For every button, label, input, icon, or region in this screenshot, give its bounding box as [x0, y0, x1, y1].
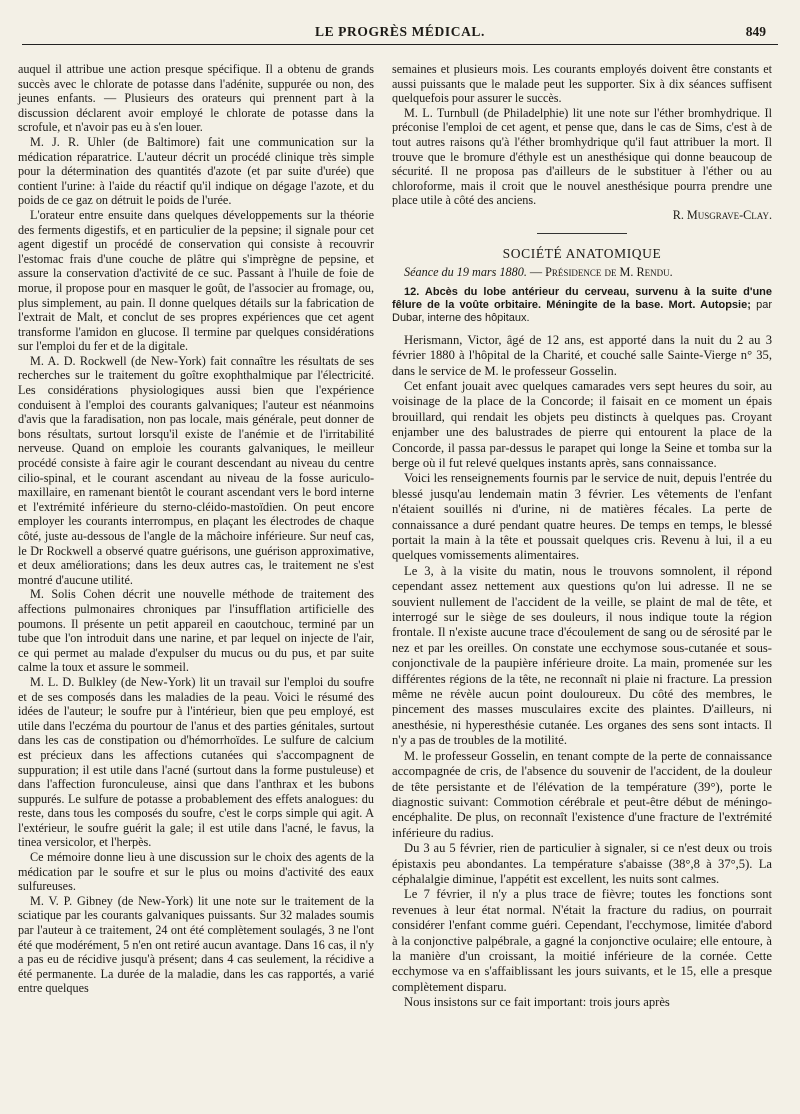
paragraph: Du 3 au 5 février, rien de particulier à signaler, si ce n'est deux ou trois épistaxis peu abondantes. La température s'abaisse (38°,8 à 37°,5). La céphalalgie diminue, l'appétit est excellent, les nuits sont calmes.: [392, 841, 772, 886]
paragraph: semaines et plusieurs mois. Les courants employés doivent être constants et aussi puissants que le malade peut les supporter. Six à dix séances suffisent quelquefois pour assurer le succès.: [392, 62, 772, 106]
paragraph: Ce mémoire donne lieu à une discussion sur le choix des agents de la médication par le soufre et sur le plus ou moins d'activité des eaux sulfureuses.: [18, 850, 374, 894]
running-title: LE PROGRÈS MÉDICAL.: [314, 24, 486, 39]
paragraph: M. A. D. Rockwell (de New-York) fait connaître les résultats de ses recherches sur le traitement du goître exophthalmique par l'électricité. Les considérations physiologiques aussi bien que l'expérience conduisent à l'emploi des courants galvaniques; l'auteur est néanmoins d'avis que la faradisation, non pas locale, mais générale, peut donner de bons résultats, surtout lorsqu'il existe de l'anémie et de l'irritabilité nerveuse. Quand on emploie les courants galvaniques, le meilleur procédé consiste à faire agir le courant descendant au niveau du centre cilio-spinal, et le courant ascendant au niveau de la fosse auriculo-maxillaire, en ramenant bientôt le courant ascendant vers le bord interne et l'extrémité inférieure du sterno-cléido-mastoïdien. On peut encore employer les courants interrompus, en plaçant les électrodes de chaque côté, juste au-dessous de l'angle de la mâchoire inférieure. Sur neuf cas, le Dr Rockwell a observé quatre guérisons, une guérison approximative, et deux améliorations; dans les deux autres cas, le traitement ne s'est montré d'aucune utilité.: [18, 353, 374, 587]
seance-line: [392, 265, 772, 280]
seance-presidence: — Présidence de M. Rendu.: [529, 265, 673, 280]
paragraph: Herismann, Victor, âgé de 12 ans, est apporté dans la nuit du 2 au 3 février 1880 à l'hôpital de la Charité, et couché salle Sainte-Vierge n° 35, dans le service de M. le professeur Gosselin.: [392, 332, 772, 378]
paragraph: M. V. P. Gibney (de New-York) lit une note sur le traitement de la sciatique par les courants galvaniques puissants. Sur 32 malades soumis par l'auteur à ce traitement, 24 ont été complètement soulagés, 3 ne l'ont été que modérément, 5 n'en ont retiré aucun avantage. Dans 16 cas, il n'y a pas eu de récidive jusqu'à présent; dans 4 cas seulement, la récidive a été permanente. La durée de la maladie, dans les cas rapportés, a varié entre quelques: [18, 893, 374, 996]
page-number: 849: [745, 24, 766, 39]
paragraph: Nous insistons sur ce fait important: trois jours après: [404, 995, 670, 1010]
seance-date: Séance du 19 mars 1880.: [404, 265, 527, 280]
paragraph: auquel il attribue une action presque spécifique. Il a obtenu de grands succès avec le chlorate de potasse dans l'adénite, suppurée ou non, des jeunes enfants. — Plusieurs des orateurs qui prennent part à la discussion déclarent avoir employé le chlorate de potasse dans la scrofule, et n'avoir pas eu à s'en louer.: [18, 62, 374, 135]
paragraph: M. Solis Cohen décrit une nouvelle méthode de traitement des affections pulmonaires chroniques par l'insufflation artificielle des poumons. Il présente un petit appareil en caoutchouc, terminé par un tube que l'on introduit dans une narine, et par lequel on injecte de l'air, ce qui permet au malade d'expulser du mucus ou du pus, et par suite calme la toux et assure le sommeil.: [18, 587, 374, 675]
paragraph: Le 7 février, il n'y a plus trace de fièvre; toutes les fonctions sont revenues à leur état normal. N'était la fracture du radius, on pourrait considérer l'enfant comme guéri. Cependant, l'ecchymose, limitée d'abord à la conjonctive palpébrale, a gagné la conjonctive oculaire; elle entoure, à la manière d'un croissant, la moitié inférieure de la cornée. Cette ecchymose va en s'affaiblissant les jours suivants, et le 15, elle a presque complètement disparu.: [392, 887, 772, 994]
paragraph: M. L. D. Bulkley (de New-York) lit un travail sur l'emploi du soufre et de ses composés dans les maladies de la peau. Voici le résumé des idées de l'auteur; le soufre pur à l'intérieur, bien que peu employé, est utile dans l'eczéma du pourtour de l'anus et des parties génitales, surtout dans les cas de constipation ou d'hémorrhoïdes. Le sulfure de calcium est précieux dans les affections cutanées qui s'accompagnent de suppuration; il est utile dans l'acné (surtout dans la forme pustuleuse) et dans l'affection furonculeuse, ainsi que dans l'anthrax et les bubons suppurés. Le sulfure de potasse a probablement des effets analogues: du reste, dans tous les composés du soufre, c'est le corps simple qui agit. A l'extérieur, le soufre guérit la gale; il est utile dans l'acné, le favus, la tinea versicolor, et l'herpès.: [18, 674, 374, 850]
author-signature: [392, 208, 772, 223]
paragraph: L'orateur entre ensuite dans quelques développements sur la théorie des ferments digestifs, et en particulier de la pepsine; il signale pour cet agent digestif un procédé de conservation qui consiste à recouvrir l'estomac frais d'une couche de plâtre qui s'imprègne de pepsine, et assure la conservation d'activité de ce suc. Passant à l'huile de foie de morue, il propose pour en masquer le goût, de l'associer au fromage, ou, plus simplement, au pain. Il donne quelques détails sur la fabrication de l'extrait de Malt, et conclut de ses propres expériences que cet agent transforme l'amidon en glucose. Il termine par quelques considérations sur l'emploi du fer et de la digitale.: [18, 207, 374, 354]
left-column: [18, 62, 374, 996]
paragraph: M. le professeur Gosselin, en tenant compte de la perte de connaissance accompagnée de cris, de l'absence du souvenir de l'accident, de la douleur de tête persistante et de l'élévation de la température (39°), porte le diagnostic suivant: Commotion cérébrale et peut-être début de méningo-encéphalite. De plus, on reconnaît l'existence d'une fracture de l'extrémité inférieure du radius.: [392, 748, 772, 840]
section-title: SOCIÉTÉ ANATOMIQUE: [502, 245, 662, 261]
case-heading-title: 12. Abcès du lobe antérieur du cerveau, survenu à la suite d'une fêlure de la voûte orbitaire. Méningite de la base. Mort. Autopsie;: [392, 285, 772, 311]
case-report: [392, 333, 772, 1011]
paragraph: Cet enfant jouait avec quelques camarades vers sept heures du soir, au voisinage de la place de la Concorde; il faisait en ce moment un épais brouillard, qui rendait les objets peu distincts à quelques pas. Croyant enjamber une des balustrades de pierre qui entourent la place de la Concorde, il passa par-dessus le parapet qui longe la Seine et tomba sur la berge où il fut relevé quelques instants après, sans connaissance.: [392, 378, 772, 470]
page-header: [22, 22, 778, 45]
paragraph: Voici les renseignements fournis par le service de nuit, depuis l'entrée du blessé jusqu'au lendemain matin 3 février. Les vêtements de l'enfant n'étaient souillés ni d'urine, ni de matières fécales. La perte de connaissance a duré pendant quatre heures. De temps en temps, le blessé portait la main à la tête et poussait quelques cris. Revenu à lui, il a eu quelques vomissements alimentaires.: [392, 471, 772, 563]
paragraph: M. J. R. Uhler (de Baltimore) fait une communication sur la médication réparatrice. L'auteur décrit un procédé clinique très simple pour la détermination des quantités d'azote (et par suite d'urée) que contient l'urine: à l'aide du réactif qu'il indique on dégage l'azote, et du poids de ce gaz on détruit le poids de l'urée.: [18, 134, 374, 208]
section-divider: [537, 233, 627, 234]
case-heading-author: par Dubar, interne des hôpitaux.: [392, 298, 772, 324]
right-column: [392, 62, 772, 1011]
case-heading: [392, 286, 772, 325]
signature-text: R. Musgrave-Clay.: [672, 207, 772, 222]
paragraph: Le 3, à la visite du matin, nous le trouvons somnolent, il répond cependant assez nettement aux questions qu'on lui adresse. Il ne se souvient nullement de l'accident de la veille, se plaint de mal de tête, et interrogé sur le siège de ses douleurs, il nous indique toute la région frontale. Il n'existe aucune trace d'écoulement de sang ou de sérosité par le nez et par les oreilles. On constate une ecchymose sous-cutanée et sous-conjonctivale de la paupière inférieure droite. La main, promenée sur les différentes régions de la tête, ne reconnaît ni plaie ni fracture. La pression même ne révèle aucun point douloureux. Du côté des membres, le pincement des masses musculaires excite des plaintes. D'ailleurs, ni anesthésie, ni hyperesthésie cutanée. Les organes des sens sont intacts. Il n'y a pas de troubles de la motilité.: [392, 563, 772, 748]
paragraph: M. L. Turnbull (de Philadelphie) lit une note sur l'éther bromhydrique. Il préconise l'emploi de cet agent, et pense que, dans le cas de Sims, c'est à de tout autres raisons qu'à l'éther bromhydrique qu'il faut attribuer la mort. Il trouve que le bromure d'éthyle est un anesthésique qui donne beaucoup de sécurité. Il ne proposa pas d'ailleurs de le substituer à l'éther ou au chloroforme, mais il croit que le nouvel anesthésique pourra prendre une place utile à côté des anciens.: [392, 105, 772, 208]
